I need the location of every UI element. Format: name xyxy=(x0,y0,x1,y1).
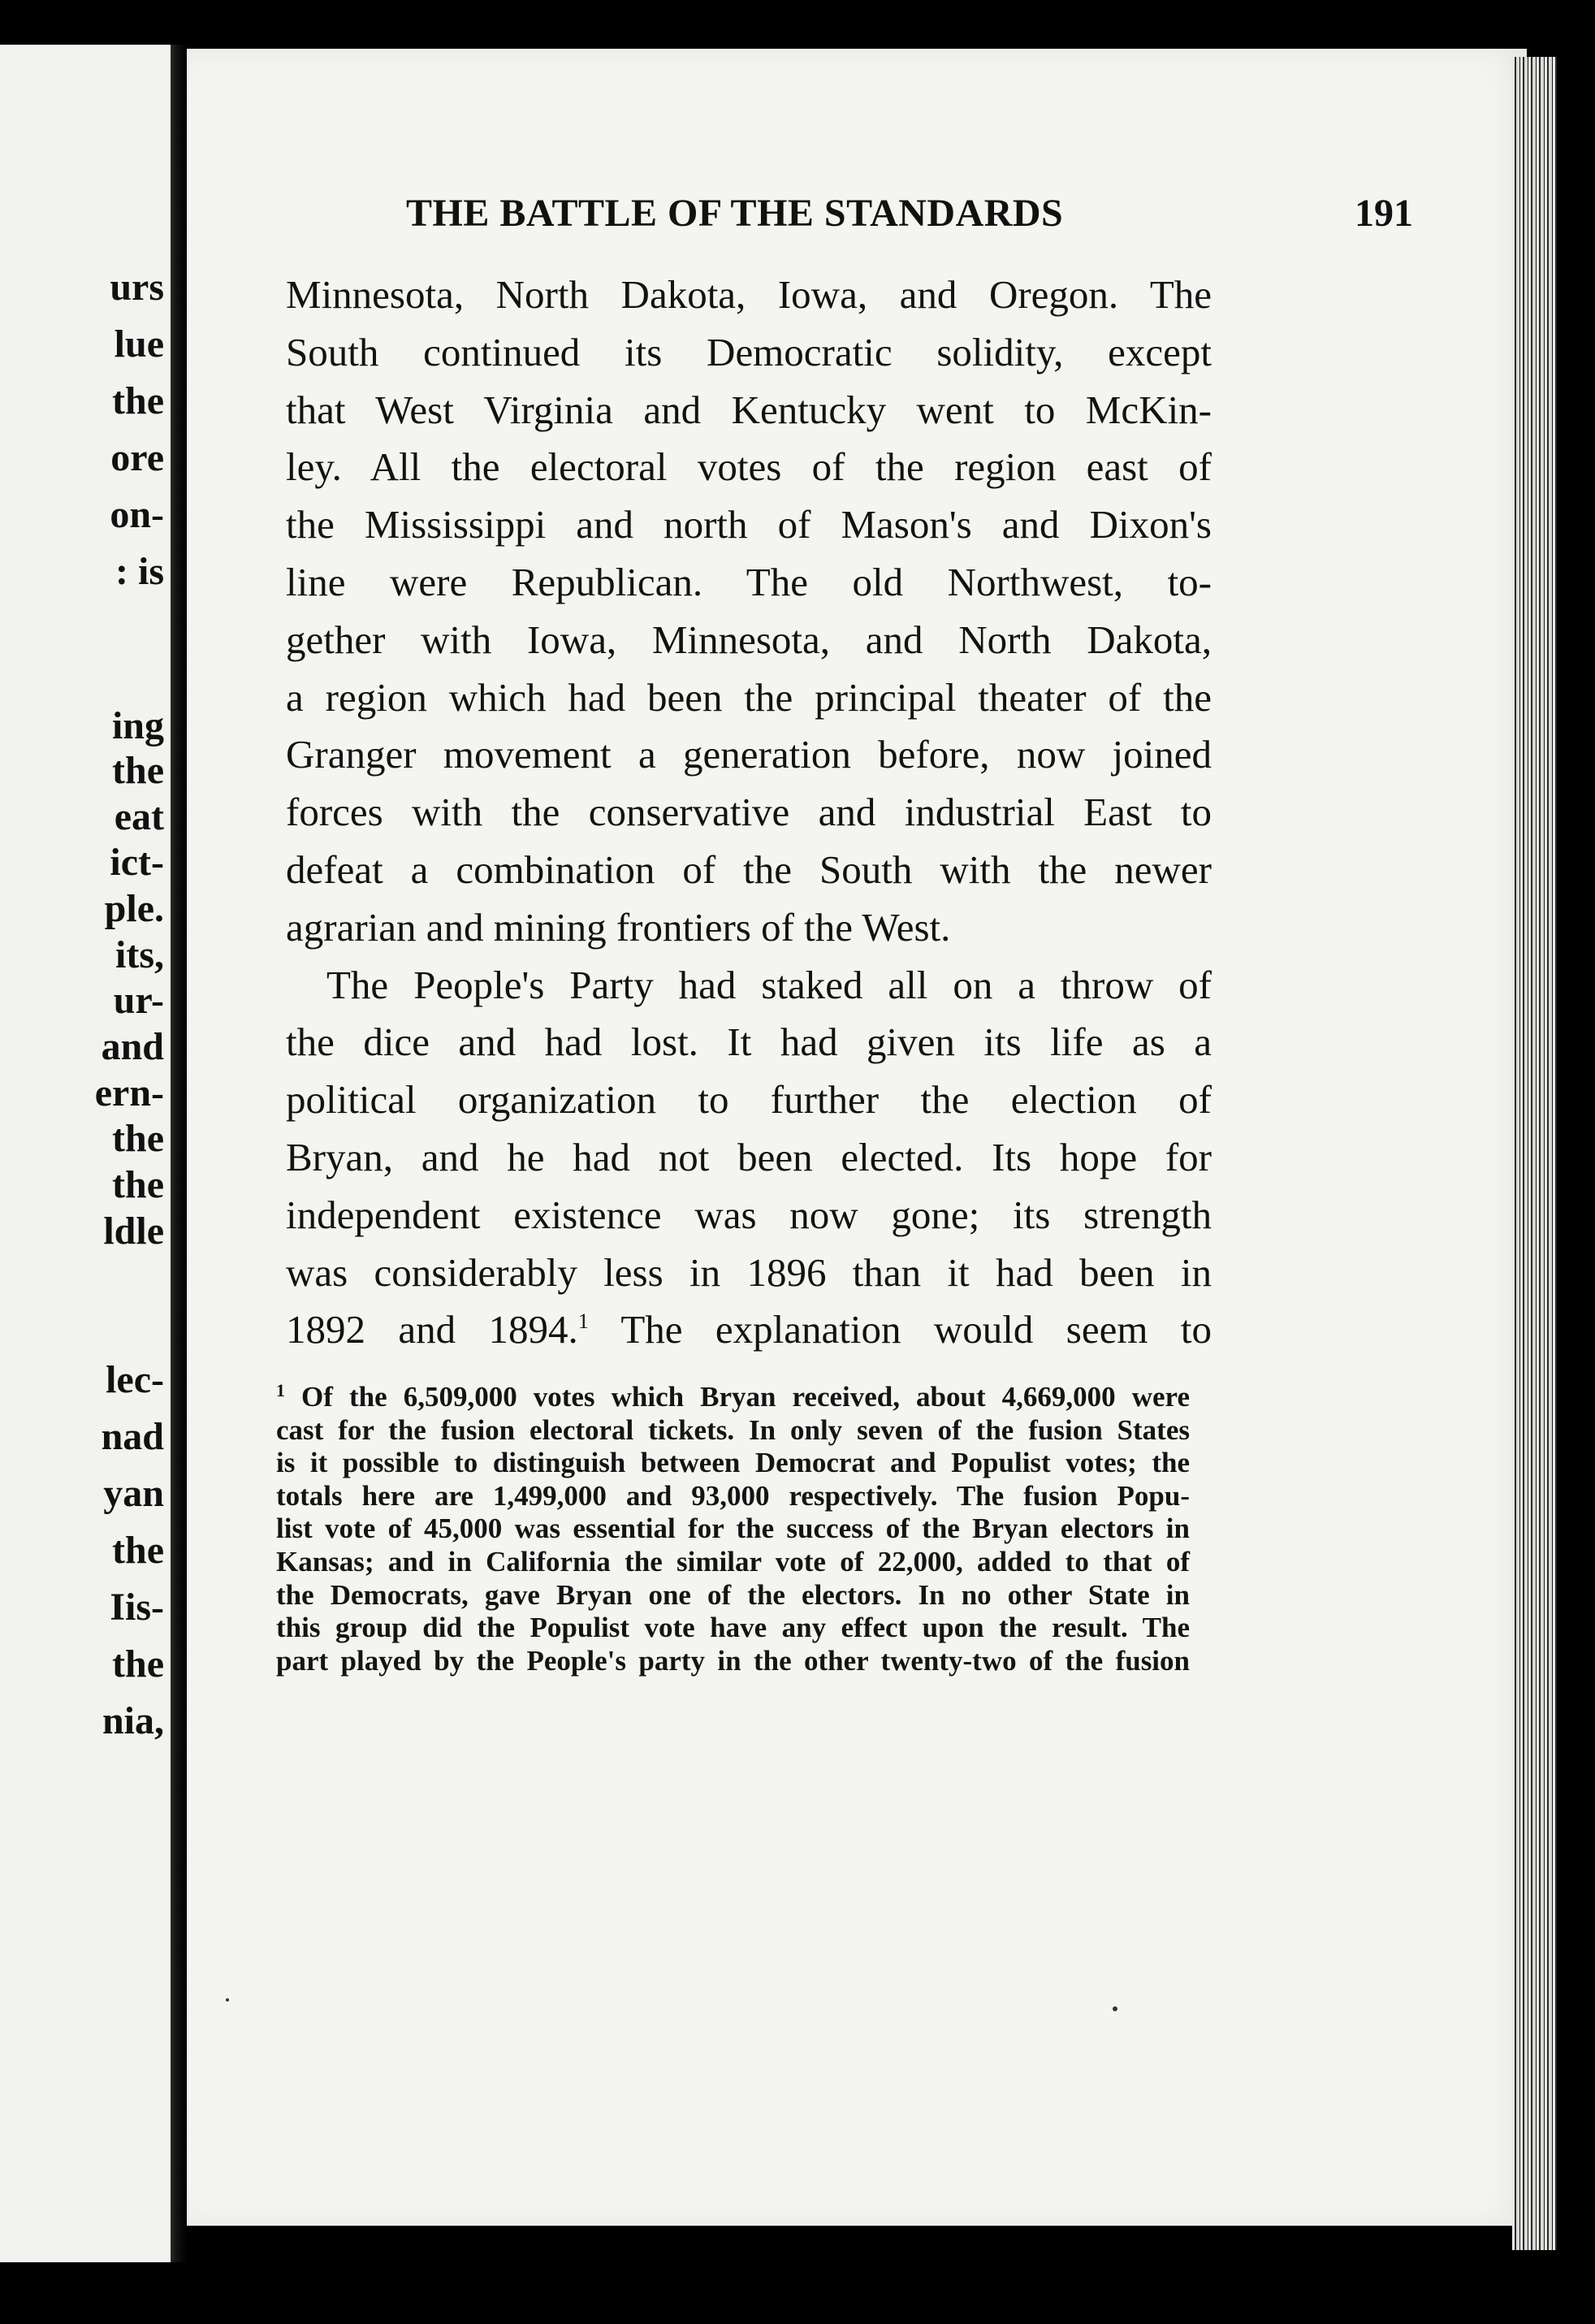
text-fragment: 1892 and 1894. xyxy=(286,1307,578,1352)
running-title: THE BATTLE OF THE STANDARDS xyxy=(406,192,1064,235)
facing-page-line-fragment: on- xyxy=(110,493,164,536)
paper-speck xyxy=(1113,2006,1117,2011)
footnote-line: this group did the Populist vote have any effect upon the result. The xyxy=(276,1612,1190,1644)
text-line: Minnesota, North Dakota, Iowa, and Oregon. The xyxy=(286,272,1212,317)
facing-page-line-fragment: ict- xyxy=(110,841,164,884)
page-edges xyxy=(1512,57,1557,2250)
facing-page-line-fragment: ore xyxy=(110,436,164,479)
facing-page-left xyxy=(0,45,171,2262)
facing-page-line-fragment: the xyxy=(112,1642,164,1686)
footnote-text: Of the 6,509,000 votes which Bryan received, about 4,669,000 were xyxy=(285,1381,1190,1413)
footnote-line: the Democrats, gave Bryan one of the electors. In no other State in xyxy=(276,1578,1190,1611)
text-line: forces with the conservative and industrial East to xyxy=(286,790,1212,835)
facing-page-line-fragment: its, xyxy=(115,933,164,976)
facing-page-line-fragment: ern- xyxy=(94,1071,164,1114)
text-line: Granger movement a generation before, now joined xyxy=(286,732,1212,777)
text-line: gether with Iowa, Minnesota, and North Dakota, xyxy=(286,617,1212,662)
facing-page-line-fragment: eat xyxy=(114,795,164,838)
text-line: that West Virginia and Kentucky went to McKin- xyxy=(286,387,1212,432)
facing-page-line-fragment: ple. xyxy=(104,887,164,930)
footnote-line: Kansas; and in California the similar vote of 22,000, added to that of xyxy=(276,1545,1190,1577)
footnote-line: part played by the People's party in the other twenty-two of the fusion xyxy=(276,1644,1190,1677)
paper-speck xyxy=(226,1998,229,2002)
text-line: independent existence was now gone; its strength xyxy=(286,1192,1212,1237)
facing-page-line-fragment: urs xyxy=(110,266,164,309)
page-number: 191 xyxy=(1355,192,1413,235)
facing-page-line-fragment: ing xyxy=(111,704,164,747)
text-line: agrarian and mining frontiers of the West. xyxy=(286,904,951,950)
text-line: defeat a combination of the South with the newer xyxy=(286,846,1212,892)
text-line: Bryan, and he had not been elected. Its hope for xyxy=(286,1134,1212,1179)
facing-page-line-fragment: ur- xyxy=(113,979,164,1022)
text-fragment: The explanation would seem to xyxy=(588,1307,1212,1352)
text-line: a region which had been the principal theater of the xyxy=(286,674,1212,720)
facing-page-line-fragment: the xyxy=(112,1529,164,1572)
footnote-line xyxy=(276,1381,1190,1414)
footnote-line: is it possible to distinguish between Democrat and Populist votes; the xyxy=(276,1447,1190,1479)
text-line: line were Republican. The old Northwest, to- xyxy=(286,559,1212,604)
text-line: the Mississippi and north of Mason's and Dixon's xyxy=(286,502,1212,547)
text-line: political organization to further the election of xyxy=(286,1077,1212,1123)
facing-page-line-fragment: Iis- xyxy=(110,1586,164,1629)
facing-page-line-fragment: the xyxy=(112,749,164,792)
facing-page-line-fragment: and xyxy=(101,1025,164,1068)
footnote-line: cast for the fusion electoral tickets. In only seven of the fusion States xyxy=(276,1413,1190,1446)
footnote-marker: 1 xyxy=(276,1380,285,1400)
facing-page-line-fragment: the xyxy=(112,379,164,422)
footnote-line: list vote of 45,000 was essential for the success of the Bryan electors in xyxy=(276,1513,1190,1545)
edge-shadow xyxy=(1557,49,1595,2274)
facing-page-line-fragment: nad xyxy=(101,1415,164,1458)
book-page xyxy=(187,49,1527,2226)
text-line: ley. All the electoral votes of the region east of xyxy=(286,444,1212,490)
facing-page-line-fragment: lue xyxy=(114,322,164,366)
facing-page-line-fragment: the xyxy=(112,1163,164,1206)
text-line-with-footnote-ref xyxy=(286,1301,1212,1359)
text-line: the dice and had lost. It had given its life as a xyxy=(286,1019,1212,1065)
facing-page-line-fragment: nia, xyxy=(102,1699,164,1742)
facing-page-line-fragment: : is xyxy=(115,550,164,593)
footnote-reference: 1 xyxy=(577,1309,589,1334)
footnote xyxy=(276,1381,1190,1677)
footnote-line: totals here are 1,499,000 and 93,000 respectively. The fusion Popu- xyxy=(276,1479,1190,1512)
facing-page-line-fragment: lec- xyxy=(106,1358,164,1401)
facing-page-line-fragment: ldle xyxy=(103,1210,164,1253)
text-line: South continued its Democratic solidity, except xyxy=(286,329,1212,374)
facing-page-line-fragment: yan xyxy=(103,1472,164,1515)
book-gutter xyxy=(171,45,187,2262)
text-line: was considerably less in 1896 than it had been in xyxy=(286,1249,1212,1295)
text-line: The People's Party had staked all on a throw of xyxy=(326,962,1212,1007)
main-text xyxy=(286,266,1212,1359)
facing-page-line-fragment: the xyxy=(112,1117,164,1160)
